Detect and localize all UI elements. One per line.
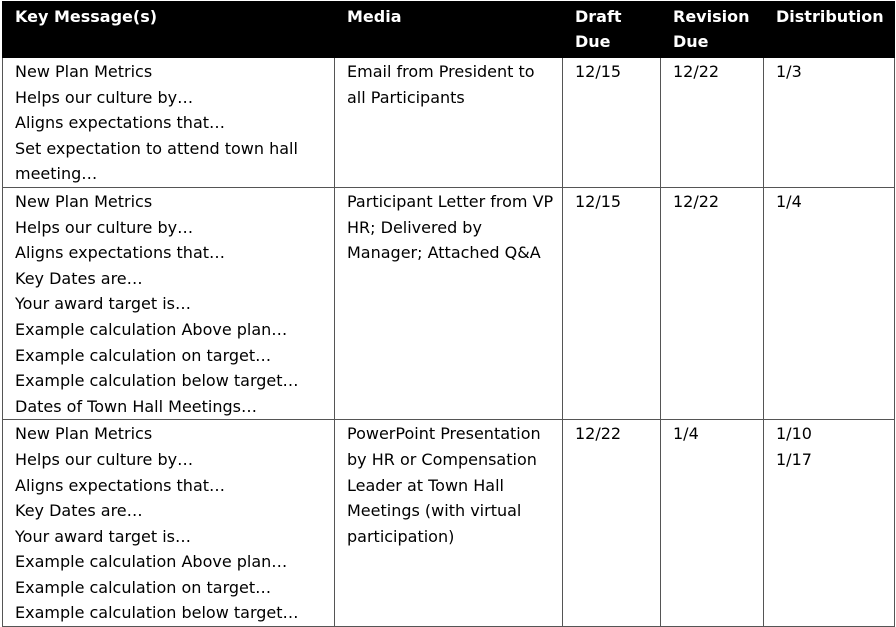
distribution-date: 1/10 [776,424,812,444]
header-draft-due-line-1: Draft [575,7,622,26]
distribution-date: 1/4 [776,191,802,211]
media-cell [335,187,563,419]
revision-due-cell [661,187,764,419]
key-message: New Plan Metrics [15,62,153,81]
distribution-cell [764,420,895,627]
key-message: Example calculation Above plan… [15,319,288,339]
media-text: Email from President to all Participants [347,62,535,107]
key-message: Your award target is… [15,526,191,546]
distribution-date: 1/17 [776,449,812,469]
distribution-date: 1/3 [776,62,802,81]
key-message: Helps our culture by… [15,449,194,469]
key-message: New Plan Metrics [15,191,153,211]
communication-plan-table [2,1,895,627]
key-message: Your award target is… [15,294,191,314]
table-header [3,2,895,58]
table-body [3,58,895,627]
draft-due-date: 12/15 [575,62,622,81]
key-message: Key Dates are… [15,268,143,288]
key-message: Helps our culture by… [15,217,194,237]
header-row [3,2,895,58]
key-message: Dates of Town Hall Meetings… [15,396,257,416]
key-messages-cell [3,420,335,627]
revision-due-cell [661,58,764,188]
key-message: New Plan Metrics [15,424,153,444]
draft-due-date: 12/22 [575,424,622,444]
revision-due-date: 12/22 [673,191,720,211]
header-distribution-label: Distribution [776,7,884,26]
header-key-messages [3,2,335,58]
table-row [3,420,895,627]
header-draft-due-line-2: Due [575,32,611,51]
distribution-cell [764,58,895,188]
key-message: Example calculation below target… [15,603,299,623]
header-draft-due [563,2,661,58]
revision-due-cell [661,420,764,627]
draft-due-date: 12/15 [575,191,622,211]
draft-due-cell [563,187,661,419]
media-text: Participant Letter from VP HR; Delivered by Manager; Attached Q&A [347,191,554,263]
header-revision-due-line-1: Revision [673,7,750,26]
key-message: Example calculation Above plan… [15,552,288,572]
table-row [3,58,895,188]
media-text: PowerPoint Presentation by HR or Compensation Leader at Town Hall Meetings (with virtual participation) [347,424,541,546]
key-messages-cell [3,187,335,419]
key-message: Example calculation below target… [15,371,299,391]
revision-due-date: 1/4 [673,424,699,444]
draft-due-cell [563,420,661,627]
key-message: Helps our culture by… [15,87,194,107]
media-cell [335,420,563,627]
key-message: Example calculation on target… [15,345,272,365]
media-cell [335,58,563,188]
header-media-label: Media [347,7,402,26]
key-message: Key Dates are… [15,501,143,521]
header-revision-due [661,2,764,58]
key-message: Aligns expectations that… [15,113,226,133]
key-messages-cell [3,58,335,188]
revision-due-date: 12/22 [673,62,720,81]
header-key-messages-label: Key Message(s) [15,7,158,26]
distribution-cell [764,187,895,419]
header-distribution [764,2,895,58]
draft-due-cell [563,58,661,188]
header-revision-due-line-2: Due [673,32,709,51]
key-message: Example calculation on target… [15,577,272,597]
key-message: Aligns expectations that… [15,475,226,495]
table-row [3,187,895,419]
key-message: Aligns expectations that… [15,243,226,263]
key-message: Set expectation to attend town hall meeting… [15,138,298,184]
header-media [335,2,563,58]
